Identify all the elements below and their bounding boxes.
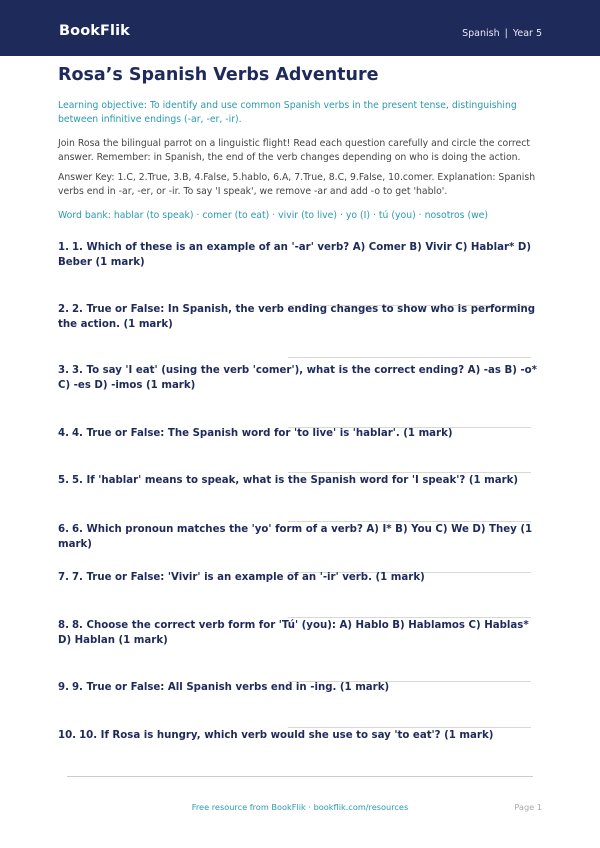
question-number: 10. [58, 730, 77, 741]
question-text: 2. True or False: In Spanish, the verb ending changes to show who is performing the action. (1 mark) [58, 304, 536, 330]
footer-link[interactable]: Free resource from BookFlik · bookflik.com/resources [191, 802, 409, 812]
word-bank: Word bank: hablar (to speak) · comer (to eat) · vivir (to live) · yo (I) · tú (you) · nosotros (we) [58, 210, 489, 221]
question-number: 8. [58, 620, 69, 631]
footer-divider [67, 776, 533, 777]
page-number: Page 1 [514, 802, 542, 812]
question-number: 5. [58, 475, 69, 486]
question-text: 6. Which pronoun matches the 'yo' form of a verb? A) I* B) You C) We D) They (1 mark) [58, 524, 533, 550]
answer-line [288, 357, 531, 358]
question-4 [58, 427, 544, 442]
intro-text: Join Rosa the bilingual parrot on a linguistic flight! Read each question carefully and circle the correct answer. Remember: in Spanish, the end of the verb changes depending on who is doing the action. [58, 138, 530, 163]
question-text: 9. True or False: All Spanish verbs end in -ing. (1 mark) [71, 682, 390, 693]
year-label: Year 5 [512, 28, 542, 39]
brand-logo[interactable]: BookFlik [59, 23, 130, 39]
answer-line [288, 617, 531, 618]
question-text: 8. Choose the correct verb form for 'Tú' (you): A) Hablo B) Hablamos C) Hablas* D) Hablan (1 mark) [58, 620, 529, 646]
question-6 [58, 523, 544, 552]
question-number: 7. [58, 572, 69, 583]
question-text: 5. If 'hablar' means to speak, what is the Spanish word for 'I speak'? (1 mark) [71, 475, 519, 486]
question-text: 3. To say 'I eat' (using the verb 'comer'), what is the correct ending? A) -as B) -o* C) -es D) -imos (1 mark) [58, 365, 538, 391]
question-text: 10. If Rosa is hungry, which verb would she use to say 'to eat'? (1 mark) [79, 730, 494, 741]
question-number: 9. [58, 682, 69, 693]
question-text: 1. Which of these is an example of an '-ar' verb? A) Comer B) Vivir C) Hablar* D) Beber (1 mark) [58, 242, 531, 268]
learning-objective: Learning objective: To identify and use common Spanish verbs in the present tense, distinguishing between infinitive endings (-ar, -er, -ir). [58, 100, 517, 125]
question-8 [58, 619, 544, 648]
question-text: 7. True or False: 'Vivir' is an example of an '-ir' verb. (1 mark) [71, 572, 425, 583]
question-1 [58, 241, 544, 270]
answer-line [288, 521, 531, 522]
page-title: Rosa’s Spanish Verbs Adventure [58, 65, 379, 85]
meta-separator: | [504, 28, 508, 39]
question-2 [58, 303, 544, 332]
question-number: 4. [58, 428, 69, 439]
question-number: 3. [58, 365, 69, 376]
question-3 [58, 364, 544, 393]
question-10 [58, 729, 544, 744]
question-text: 4. True or False: The Spanish word for 'to live' is 'hablar'. (1 mark) [71, 428, 453, 439]
question-9 [58, 681, 544, 696]
answer-line [288, 472, 531, 473]
subject-label: Spanish [462, 28, 500, 39]
question-number: 6. [58, 524, 69, 535]
header-bar [0, 0, 600, 56]
answer-line [288, 727, 531, 728]
question-7 [58, 571, 544, 586]
answer-key: Answer Key: 1.C, 2.True, 3.B, 4.False, 5.hablo, 6.A, 7.True, 8.C, 9.False, 10.comer. Explanation: Spanish verbs end in -ar, -er, or -ir. To say 'I speak', we remove -ar and add -o to get 'hablo'. [58, 172, 536, 197]
question-number: 1. [58, 242, 69, 253]
question-number: 2. [58, 304, 69, 315]
header-meta [462, 28, 542, 39]
question-5 [58, 474, 544, 489]
